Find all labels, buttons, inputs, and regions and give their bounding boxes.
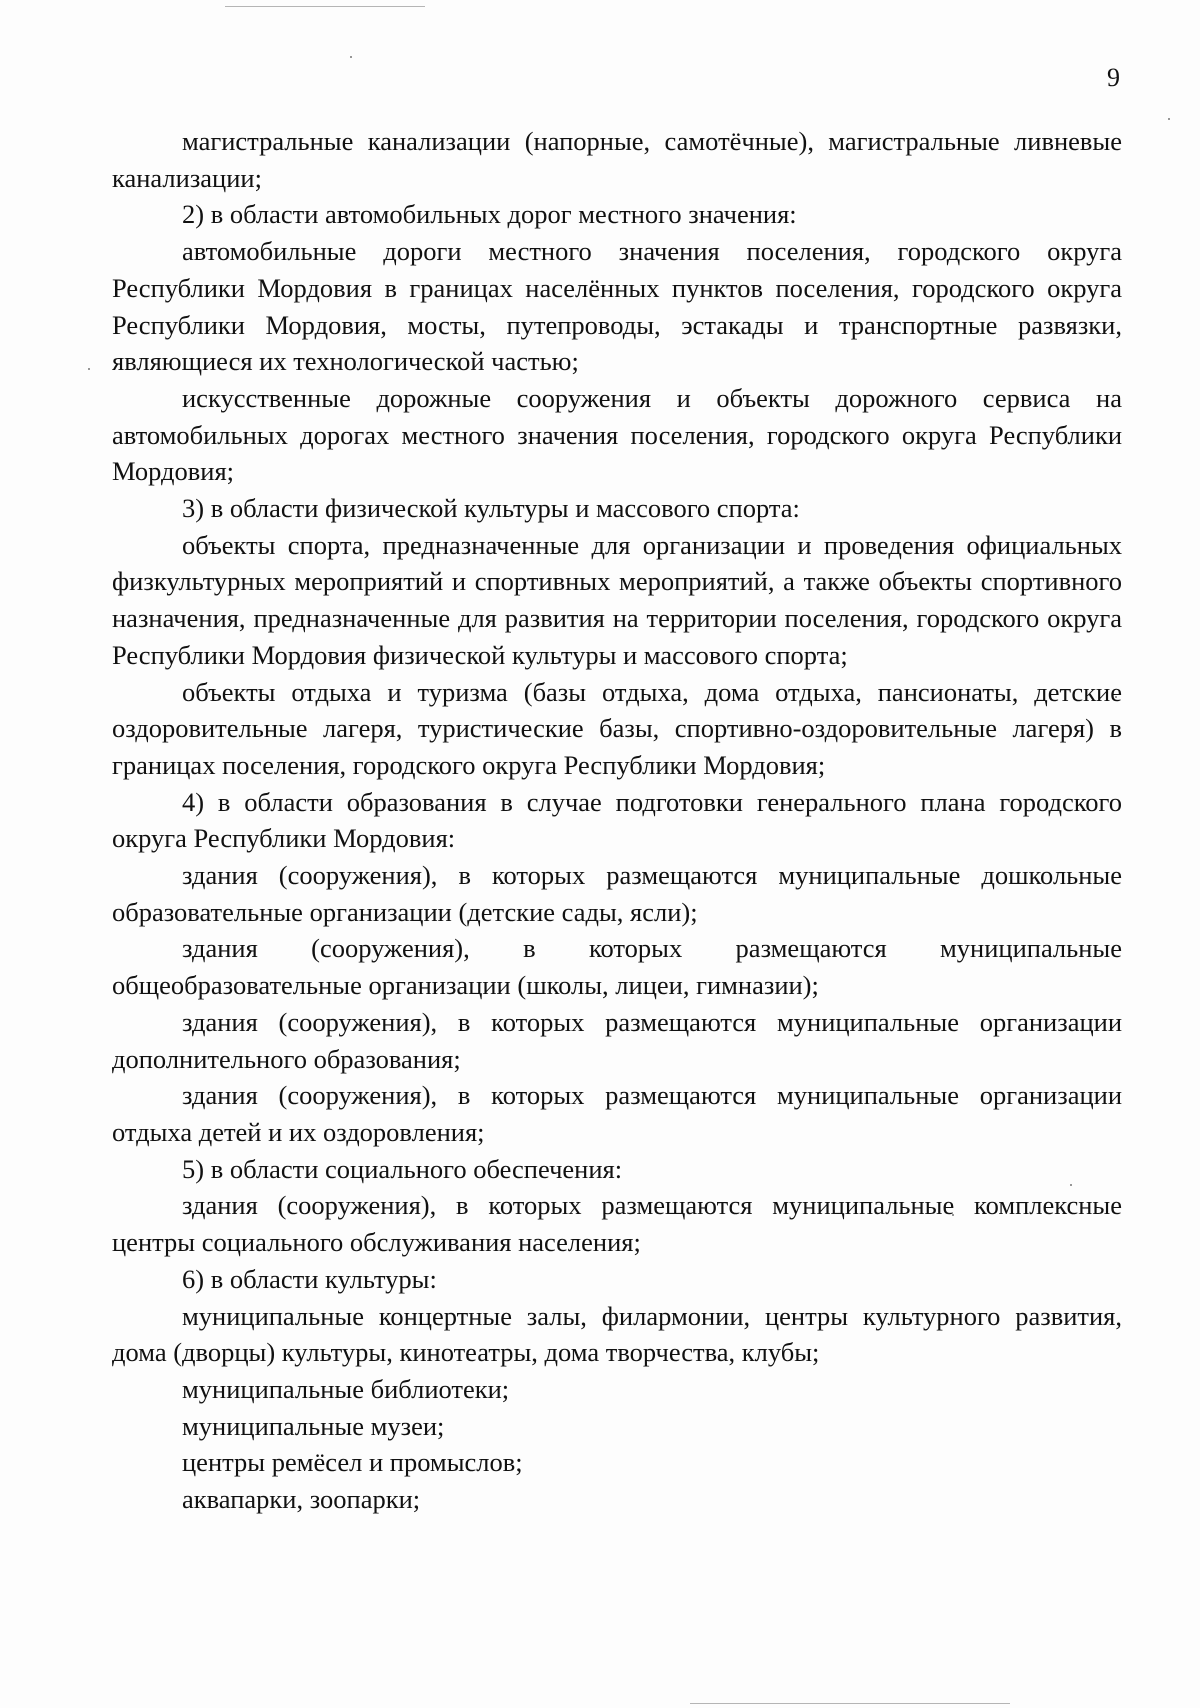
document-body — [112, 123, 1122, 1518]
paragraph: здания (сооружения), в которых размещаются муниципальные комплексные центры социального обслуживания населения; — [112, 1190, 1122, 1258]
paragraph: муниципальные библиотеки; — [182, 1373, 510, 1404]
paragraph: объекты отдыха и туризма (базы отдыха, дома отдыха, пансионаты, детские оздоровительные лагеря, туристические базы, спортивно-оздоровительные лагеря) в границах поселения, городского округа Республики Мордовия; — [112, 676, 1122, 780]
paragraph: искусственные дорожные сооружения и объекты дорожного сервиса на автомобильных дорогах местного значения поселения, городского округа Республики Мордовия; — [112, 382, 1122, 487]
paragraph: 5) в области социального обеспечения: — [182, 1153, 623, 1184]
paragraph: муниципальные концертные залы, филармонии, центры культурного развития, дома (дворцы) культуры, кинотеатры, дома творчества, клубы; — [112, 1300, 1122, 1368]
paragraph: муниципальные музеи; — [182, 1410, 445, 1441]
paragraph: 3) в области физической культуры и массового спорта: — [182, 493, 800, 524]
paragraph: 2) в области автомобильных дорог местного значения: — [182, 199, 797, 230]
paragraph: аквапарки, зоопарки; — [182, 1484, 421, 1515]
scan-speck — [1168, 118, 1170, 120]
paragraph: здания (сооружения), в которых размещаются муниципальные общеобразовательные организации (школы, лицеи, гимназии); — [112, 933, 1122, 1001]
scan-artifact-bottom — [690, 1703, 1010, 1704]
paragraph: здания (сооружения), в которых размещаются муниципальные организации дополнительного образования; — [112, 1006, 1122, 1074]
paragraph: автомобильные дороги местного значения поселения, городского округа Республики Мордовия в границах населённых пунктов поселения, городского округа Республики Мордовия, мосты, путепроводы, эстакады и транспортные развязки, являющиеся их технологической частью; — [112, 236, 1122, 377]
scan-artifact-top — [225, 6, 425, 7]
paragraph: 6) в области культуры: — [182, 1263, 437, 1294]
paragraph: магистральные канализации (напорные, самотёчные), магистральные ливневые канализации; — [112, 126, 1122, 193]
paragraph: здания (сооружения), в которых размещаются муниципальные дошкольные образовательные организации (детские сады, ясли); — [112, 860, 1122, 927]
paragraph: объекты спорта, предназначенные для организации и проведения официальных физкультурных мероприятий и спортивных мероприятий, а также объекты спортивного назначения, предназначенные для развития на территории поселения, городского округа Республики Мордовия физической культуры и массового спорта; — [112, 529, 1122, 670]
scan-speck — [88, 368, 90, 370]
page-number: 9 — [1107, 63, 1120, 92]
paragraph: центры ремёсел и промыслов; — [182, 1447, 523, 1478]
paragraph: 4) в области образования в случае подготовки генерального плана городского округа Республики Мордовия: — [112, 786, 1122, 854]
scan-speck — [350, 56, 352, 58]
paragraph: здания (сооружения), в которых размещаются муниципальные организации отдыха детей и их оздоровления; — [112, 1080, 1122, 1147]
